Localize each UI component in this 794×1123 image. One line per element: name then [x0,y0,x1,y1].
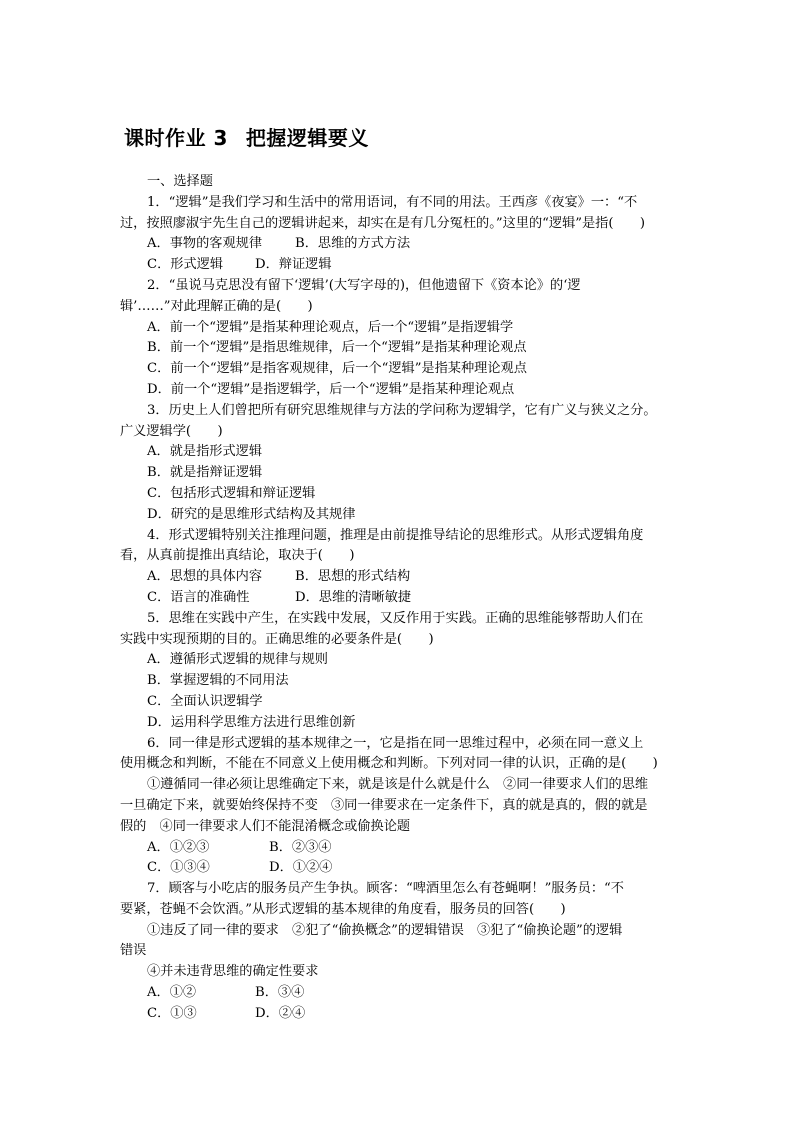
option-row [120,1004,680,1025]
question-stem-line: 广义逻辑学( ) [120,423,223,439]
option-a: A．遵循形式逻辑的规律与规则 [147,652,328,668]
option-row [120,838,680,859]
question-4 [120,526,680,609]
option-d: D．思维的清晰敏捷 [295,589,412,605]
statement-line: ①遵循同一律必须让思维确定下来，就是该是什么就是什么 ②同一律要求人们的思维 [147,777,649,793]
question-stem-line: 看，从真前提推出真结论，取决于( ) [120,548,355,564]
option-c: C．全面认识逻辑学 [147,693,263,709]
statement-line: 一旦确定下来，就要始终保持不变 ③同一律要求在一定条件下，真的就是真的，假的就是 [120,797,648,813]
option-c: C．语言的准确性 [147,589,250,605]
option-d: D．运用科学思维方法进行思维创新 [147,714,356,730]
option-row [120,234,680,255]
statement-line: 错误 [120,943,147,959]
option-a: A．思想的具体内容 [147,569,263,585]
option-a: A．①②③ [147,839,210,855]
statement-line: 假的 ④同一律要求人们不能混淆概念或偷换论题 [120,818,411,834]
question-3 [120,401,680,526]
option-c: C．包括形式逻辑和辩证逻辑 [147,485,316,501]
option-c: C．①③④ [147,860,210,876]
question-stem-line: 过，按照廖淑宇先生自己的逻辑讲起来，却实在是有几分冤枉的。”这里的“逻辑”是指( ) [120,215,646,231]
option-row [120,567,680,588]
question-7 [120,879,680,1025]
question-1 [120,193,680,276]
question-stem-line: 辑’……”对此理解正确的是( ) [120,298,313,314]
option-a: A．就是指形式逻辑 [147,444,263,460]
option-a: A．前一个“逻辑”是指某种理论观点，后一个“逻辑”是指逻辑学 [147,319,514,335]
option-a: A．事物的客观规律 [147,236,263,252]
option-d: D．研究的是思维形式结构及其规律 [147,506,356,522]
question-stem-line: 6．同一律是形式逻辑的基本规律之一，它是指在同一思维过程中，必须在同一意义上 [147,735,644,751]
question-stem-line: 实践中实现预期的目的。正确思维的必要条件是( ) [120,631,434,647]
option-d: D．①②④ [269,860,333,876]
option-row [120,588,680,609]
option-row [120,983,680,1004]
option-c: C．①③ [147,1005,197,1021]
option-row [120,858,680,879]
option-b: B．②③④ [269,839,332,855]
document-body [120,172,680,1025]
question-stem-line: 3．历史上人们曾把所有研究思维规律与方法的学问称为逻辑学，它有广义与狭义之分。 [147,402,657,418]
question-stem-line: 要紧，苍蝇不会饮酒。”从形式逻辑的基本规律的角度看，服务员的回答( ) [120,901,566,917]
option-a: A．①② [147,985,197,1001]
option-b: B．前一个“逻辑”是指思维规律，后一个“逻辑”是指某种理论观点 [147,340,527,356]
title-part2: 把握逻辑要义 [245,126,369,150]
question-2 [120,276,680,401]
question-stem-line: 1．“逻辑”是我们学习和生活中的常用语词，有不同的用法。王西彦《夜宴》一：“不 [147,194,638,210]
question-stem-line: 4．形式逻辑特别关注推理问题，推理是由前提推导结论的思维形式。从形式逻辑角度 [147,527,644,543]
section-heading: 一、选择题 [147,174,213,189]
option-d: D．②④ [255,1005,306,1021]
option-b: B．思维的方式方法 [295,236,411,252]
option-b: B．掌握逻辑的不同用法 [147,673,289,689]
option-d: D．辩证逻辑 [255,257,332,273]
option-row [120,255,680,276]
option-c: C．形式逻辑 [147,257,224,273]
question-stem-line: 使用概念和判断，不能在不同意义上使用概念和判断。下列对同一律的认识，正确的是( ) [120,756,658,772]
option-b: B．思想的形式结构 [295,569,411,585]
title-part1: 课时作业 3 [124,126,228,150]
option-d: D．前一个“逻辑”是指逻辑学，后一个“逻辑”是指某种理论观点 [147,381,515,397]
statement-line: ④并未违背思维的确定性要求 [147,964,319,980]
question-6 [120,734,680,880]
question-5 [120,609,680,734]
option-b: B．就是指辩证逻辑 [147,465,263,481]
question-stem-line: 7．顾客与小吃店的服务员产生争执。顾客：“啤酒里怎么有苍蝇啊！”服务员：“不 [147,881,624,897]
option-b: B．③④ [255,985,305,1001]
option-c: C．前一个“逻辑”是指客观规律，后一个“逻辑”是指某种理论观点 [147,361,527,377]
page-title [124,122,369,151]
statement-line: ①违反了同一律的要求 ②犯了“偷换概念”的逻辑错误 ③犯了“偷换论题”的逻辑 [147,922,623,938]
question-stem-line: 5．思维在实践中产生，在实践中发展，又反作用于实践。正确的思维能够帮助人们在 [147,610,644,626]
question-stem-line: 2．“虽说马克思没有留下‘逻辑’(大写字母的)，但他遗留下《资本论》的‘逻 [147,277,581,293]
